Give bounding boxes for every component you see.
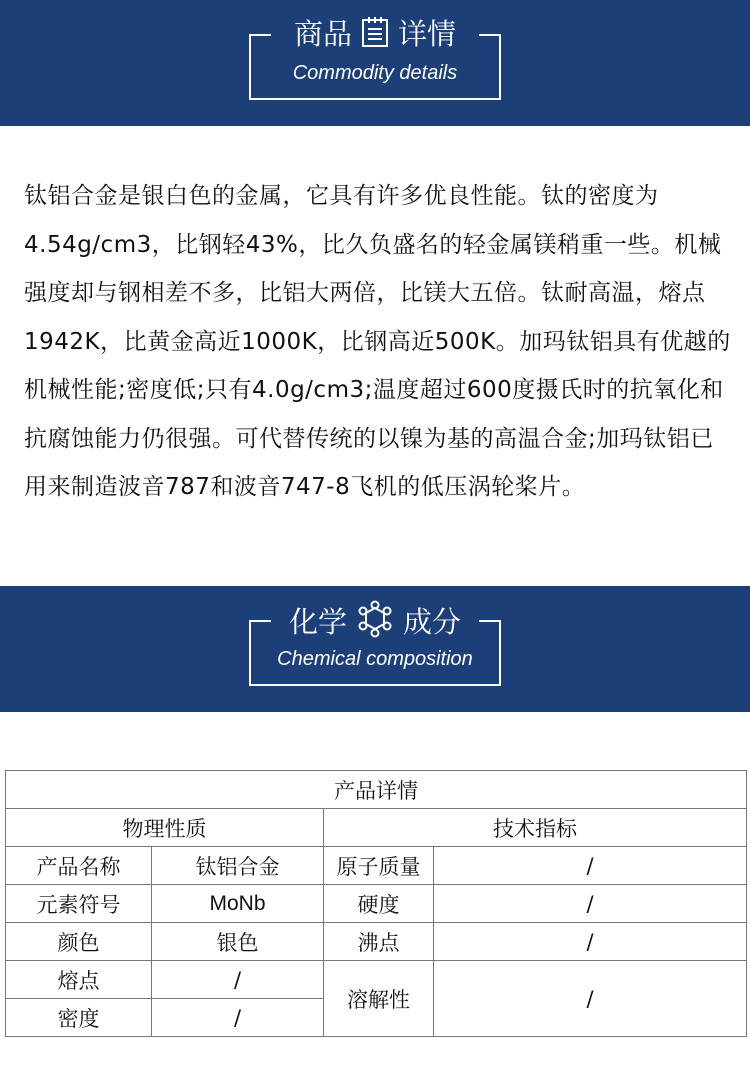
table-row — [6, 923, 747, 961]
row-label: 硬度 — [324, 885, 434, 923]
row-value: / — [434, 847, 747, 885]
section-title-right: 详情 — [398, 17, 457, 51]
row-value: 银色 — [152, 923, 324, 961]
section-title-right: 成分 — [403, 605, 462, 639]
section-subtitle: Chemical composition — [277, 648, 473, 670]
row-label: 原子质量 — [324, 847, 434, 885]
row-label: 溶解性 — [324, 961, 434, 1037]
notepad-icon — [360, 15, 390, 57]
row-label: 颜色 — [6, 923, 152, 961]
row-value: / — [434, 923, 747, 961]
row-value: / — [434, 961, 747, 1037]
row-label: 沸点 — [324, 923, 434, 961]
row-value: / — [434, 885, 747, 923]
row-value: MoNb — [152, 885, 324, 923]
commodity-details-banner — [0, 0, 750, 126]
table-caption: 产品详情 — [6, 771, 747, 809]
product-description: 钛铝合金是银白色的金属，它具有许多优良性能。钛的密度为4.54g/cm3，比钢轻43%，比久负盛名的轻金属镁稍重一些。机械强度却与钢相差不多，比铝大两倍，比镁大五倍。钛耐高温，熔点1942K，比黄金高近1000K，比钢高近500K。加玛钛铝具有优越的机械性能;密度低;只有4.0g/cm3;温度超过600度摄氏时的抗氧化和抗腐蚀能力仍很强。可代替传统的以镍为基的高温合金;加玛钛铝已用来制造波音787和波音747-8飞机的低压涡轮桨片。 — [24, 183, 731, 500]
section-title-left: 化学 — [288, 605, 347, 639]
banner-frame — [249, 17, 501, 100]
row-value: / — [152, 961, 324, 999]
table-row — [6, 961, 747, 999]
section-title — [251, 600, 499, 648]
section-title — [251, 14, 499, 57]
molecule-icon — [355, 600, 395, 648]
banner-frame — [249, 605, 501, 686]
table-row — [6, 885, 747, 923]
group-header-physical: 物理性质 — [6, 809, 324, 847]
section-title-left: 商品 — [293, 17, 352, 51]
table-row — [6, 847, 747, 885]
chemical-composition-banner — [0, 586, 750, 712]
row-label: 熔点 — [6, 961, 152, 999]
spec-table — [5, 770, 747, 1037]
section-subtitle: Commodity details — [292, 62, 458, 84]
row-value: / — [152, 999, 324, 1037]
row-value: 钛铝合金 — [152, 847, 324, 885]
group-header-technical: 技术指标 — [324, 809, 747, 847]
row-label: 元素符号 — [6, 885, 152, 923]
row-label: 密度 — [6, 999, 152, 1037]
row-label: 产品名称 — [6, 847, 152, 885]
